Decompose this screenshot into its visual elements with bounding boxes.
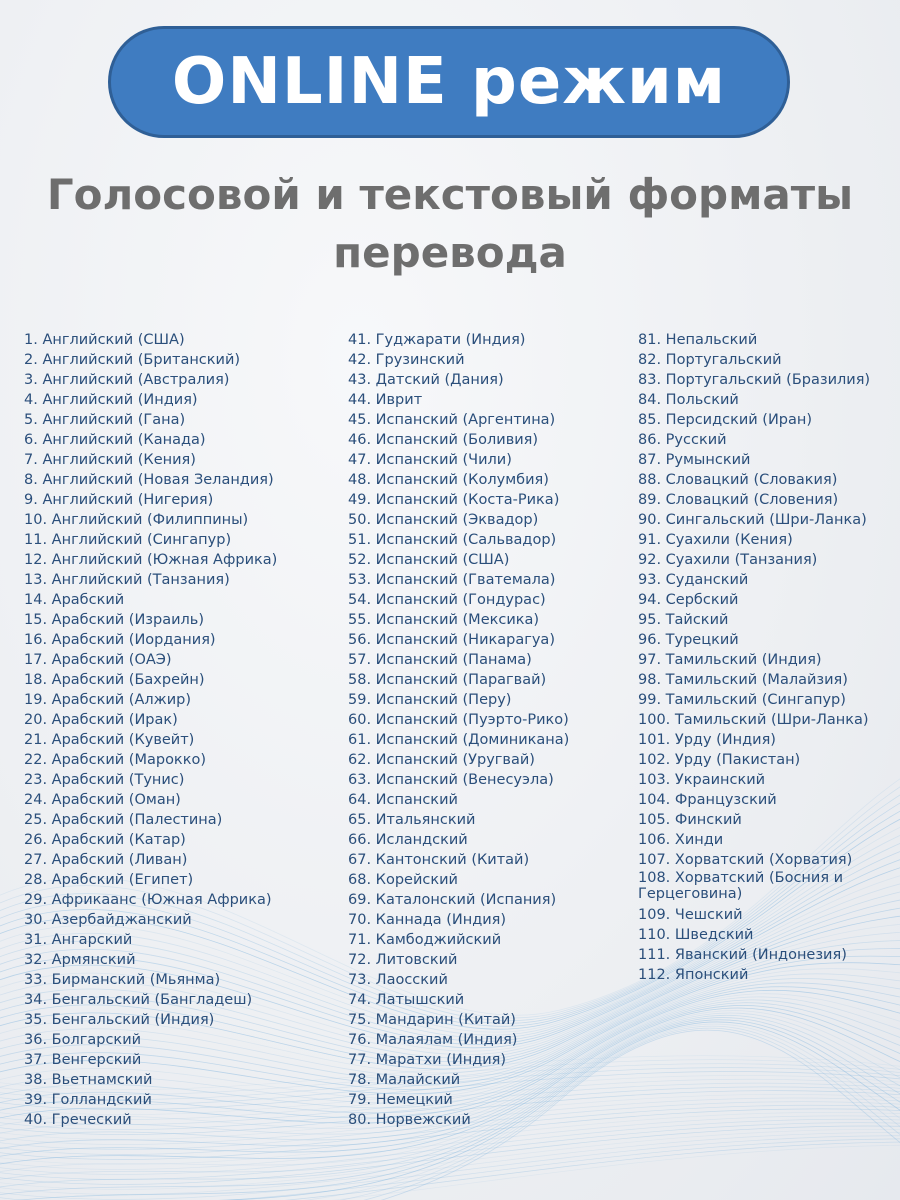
wave-line bbox=[0, 1136, 900, 1200]
language-item: 79. Немецкий bbox=[348, 1092, 453, 1108]
language-item: 67. Кантонский (Китай) bbox=[348, 852, 530, 868]
language-item: 19. Арабский (Алжир) bbox=[24, 692, 191, 708]
language-item: 61. Испанский (Доминикана) bbox=[348, 732, 570, 748]
language-item: 41. Гуджарати (Индия) bbox=[348, 332, 526, 348]
language-item: 69. Каталонский (Испания) bbox=[348, 892, 557, 908]
language-item: 38. Вьетнамский bbox=[24, 1072, 153, 1088]
language-item: 105. Финский bbox=[638, 812, 742, 828]
language-item: 30. Азербайджанский bbox=[24, 912, 192, 928]
language-item: 70. Каннада (Индия) bbox=[348, 912, 507, 928]
language-item: 84. Польский bbox=[638, 392, 739, 408]
language-item: 27. Арабский (Ливан) bbox=[24, 852, 188, 868]
language-item: 20. Арабский (Ирак) bbox=[24, 712, 178, 728]
language-item: 18. Арабский (Бахрейн) bbox=[24, 672, 205, 688]
language-item: 8. Английский (Новая Зеландия) bbox=[24, 472, 274, 488]
language-item: 24. Арабский (Оман) bbox=[24, 792, 181, 808]
language-item: 5. Английский (Гана) bbox=[24, 412, 186, 428]
language-item: 71. Камбоджийский bbox=[348, 932, 502, 948]
language-item: 85. Персидский (Иран) bbox=[638, 412, 813, 428]
language-item: 6. Английский (Канада) bbox=[24, 432, 206, 448]
language-item: 29. Африкаанс (Южная Африка) bbox=[24, 892, 272, 908]
language-item: 108. Хорватский (Босния и Герцеговина) bbox=[638, 870, 844, 902]
language-item: 14. Арабский bbox=[24, 592, 125, 608]
language-item: 65. Итальянский bbox=[348, 812, 476, 828]
language-item: 10. Английский (Филиппины) bbox=[24, 512, 249, 528]
language-item: 75. Мандарин (Китай) bbox=[348, 1012, 516, 1028]
language-item: 16. Арабский (Иордания) bbox=[24, 632, 216, 648]
language-item: 82. Португальский bbox=[638, 352, 782, 368]
language-item: 12. Английский (Южная Африка) bbox=[24, 552, 278, 568]
language-item: 76. Малаялам (Индия) bbox=[348, 1032, 518, 1048]
language-item: 57. Испанский (Панама) bbox=[348, 652, 532, 668]
language-item: 98. Тамильский (Малайзия) bbox=[638, 672, 848, 688]
language-item: 59. Испанский (Перу) bbox=[348, 692, 512, 708]
language-item: 90. Сингальский (Шри-Ланка) bbox=[638, 512, 867, 528]
page-subtitle bbox=[0, 166, 900, 282]
language-item: 9. Английский (Нигерия) bbox=[24, 492, 214, 508]
language-item: 45. Испанский (Аргентина) bbox=[348, 412, 556, 428]
language-item: 25. Арабский (Палестина) bbox=[24, 812, 223, 828]
language-item: 28. Арабский (Египет) bbox=[24, 872, 194, 888]
language-item: 48. Испанский (Колумбия) bbox=[348, 472, 549, 488]
language-item: 34. Бенгальский (Бангладеш) bbox=[24, 992, 253, 1008]
language-item: 80. Норвежский bbox=[348, 1112, 471, 1128]
language-item: 42. Грузинский bbox=[348, 352, 465, 368]
language-item: 39. Голландский bbox=[24, 1092, 152, 1108]
language-item: 92. Суахили (Танзания) bbox=[638, 552, 818, 568]
language-item: 63. Испанский (Венесуэла) bbox=[348, 772, 554, 788]
language-item: 95. Тайский bbox=[638, 612, 729, 628]
language-item: 49. Испанский (Коста-Рика) bbox=[348, 492, 560, 508]
language-item: 33. Бирманский (Мьянма) bbox=[24, 972, 221, 988]
language-item: 54. Испанский (Гондурас) bbox=[348, 592, 546, 608]
language-item: 102. Урду (Пакистан) bbox=[638, 752, 801, 768]
language-item: 72. Литовский bbox=[348, 952, 458, 968]
language-item: 36. Болгарский bbox=[24, 1032, 142, 1048]
language-item: 1. Английский (США) bbox=[24, 332, 185, 348]
language-item: 83. Португальский (Бразилия) bbox=[638, 372, 871, 388]
language-item: 89. Словацкий (Словения) bbox=[638, 492, 839, 508]
subtitle-line-2: перевода bbox=[333, 228, 567, 277]
language-item: 44. Иврит bbox=[348, 392, 423, 408]
language-item: 93. Суданский bbox=[638, 572, 749, 588]
language-item: 7. Английский (Кения) bbox=[24, 452, 196, 468]
language-item: 81. Непальский bbox=[638, 332, 758, 348]
language-item: 11. Английский (Сингапур) bbox=[24, 532, 232, 548]
language-item: 106. Хинди bbox=[638, 832, 724, 848]
language-item: 37. Венгерский bbox=[24, 1052, 142, 1068]
language-list-column-3 bbox=[638, 330, 894, 985]
language-item: 88. Словацкий (Словакия) bbox=[638, 472, 838, 488]
language-item: 110. Шведский bbox=[638, 927, 754, 943]
language-item: 62. Испанский (Уругвай) bbox=[348, 752, 535, 768]
language-item: 103. Украинский bbox=[638, 772, 766, 788]
language-item: 94. Сербский bbox=[638, 592, 739, 608]
language-item: 52. Испанский (США) bbox=[348, 552, 510, 568]
language-list-column-1 bbox=[24, 330, 334, 1130]
language-item: 109. Чешский bbox=[638, 907, 743, 923]
online-mode-banner bbox=[108, 26, 790, 138]
language-item: 112. Японский bbox=[638, 967, 749, 983]
language-item: 87. Румынский bbox=[638, 452, 751, 468]
language-item: 100. Тамильский (Шри-Ланка) bbox=[638, 712, 869, 728]
language-item: 50. Испанский (Эквадор) bbox=[348, 512, 539, 528]
language-item: 99. Тамильский (Сингапур) bbox=[638, 692, 846, 708]
language-item: 21. Арабский (Кувейт) bbox=[24, 732, 195, 748]
subtitle-line-1: Голосовой и текстовый форматы bbox=[46, 170, 854, 219]
language-item: 2. Английский (Британский) bbox=[24, 352, 241, 368]
language-item: 22. Арабский (Марокко) bbox=[24, 752, 206, 768]
language-item: 74. Латышский bbox=[348, 992, 465, 1008]
language-item: 51. Испанский (Сальвадор) bbox=[348, 532, 557, 548]
language-item: 111. Яванский (Индонезия) bbox=[638, 947, 847, 963]
language-item: 15. Арабский (Израиль) bbox=[24, 612, 205, 628]
language-item: 47. Испанский (Чили) bbox=[348, 452, 512, 468]
language-item: 31. Ангарский bbox=[24, 932, 133, 948]
language-item: 58. Испанский (Парагвай) bbox=[348, 672, 547, 688]
language-item: 56. Испанский (Никарагуа) bbox=[348, 632, 555, 648]
banner-title: ONLINE режим bbox=[171, 45, 727, 119]
language-item: 32. Армянский bbox=[24, 952, 136, 968]
language-item: 53. Испанский (Гватемала) bbox=[348, 572, 556, 588]
language-item: 43. Датский (Дания) bbox=[348, 372, 504, 388]
language-item: 78. Малайский bbox=[348, 1072, 461, 1088]
language-item: 55. Испанский (Мексика) bbox=[348, 612, 540, 628]
language-item: 86. Русский bbox=[638, 432, 727, 448]
language-item: 97. Тамильский (Индия) bbox=[638, 652, 822, 668]
language-item: 68. Корейский bbox=[348, 872, 458, 888]
language-item: 64. Испанский bbox=[348, 792, 458, 808]
language-item: 23. Арабский (Тунис) bbox=[24, 772, 185, 788]
language-item: 35. Бенгальский (Индия) bbox=[24, 1012, 215, 1028]
language-item: 46. Испанский (Боливия) bbox=[348, 432, 539, 448]
language-item: 60. Испанский (Пуэрто-Рико) bbox=[348, 712, 569, 728]
language-item: 104. Французский bbox=[638, 792, 777, 808]
language-list-column-2 bbox=[348, 330, 634, 1130]
language-item: 17. Арабский (ОАЭ) bbox=[24, 652, 172, 668]
language-item: 26. Арабский (Катар) bbox=[24, 832, 186, 848]
language-item: 13. Английский (Танзания) bbox=[24, 572, 230, 588]
language-item: 40. Греческий bbox=[24, 1112, 132, 1128]
language-item: 3. Английский (Австралия) bbox=[24, 372, 230, 388]
language-item: 73. Лаосский bbox=[348, 972, 448, 988]
language-item: 91. Суахили (Кения) bbox=[638, 532, 793, 548]
language-item: 107. Хорватский (Хорватия) bbox=[638, 852, 853, 868]
language-item: 77. Маратхи (Индия) bbox=[348, 1052, 507, 1068]
language-item: 66. Исландский bbox=[348, 832, 468, 848]
language-item: 101. Урду (Индия) bbox=[638, 732, 776, 748]
language-item: 96. Турецкий bbox=[638, 632, 739, 648]
language-item: 4. Английский (Индия) bbox=[24, 392, 198, 408]
